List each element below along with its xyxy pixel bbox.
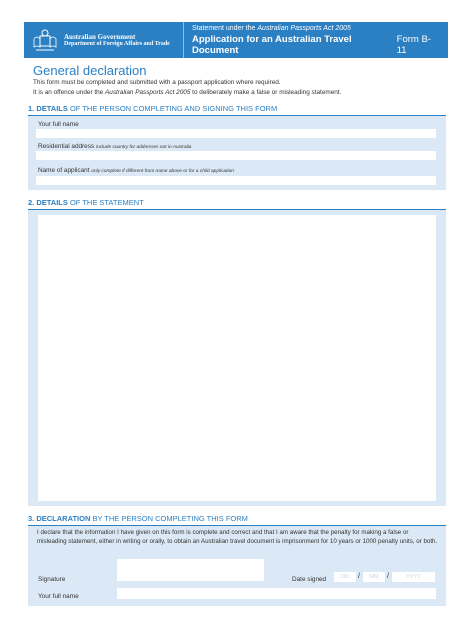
government-name: Australian Government (64, 32, 136, 41)
declarant-full-name-input[interactable] (117, 588, 436, 599)
section-2-heading: 2. DETAILS OF THE STATEMENT (28, 198, 446, 210)
date-day-input[interactable]: DD (334, 572, 356, 582)
coat-of-arms-icon (32, 27, 58, 53)
form-number: Form B-11 (396, 33, 431, 56)
residential-address-input[interactable] (36, 151, 436, 160)
date-month-input[interactable]: MM (363, 572, 385, 582)
section-2-panel (28, 210, 446, 506)
section-1-heading: 1. DETAILS OF THE PERSON COMPLETING AND SIGNING THIS FORM (28, 104, 446, 116)
full-name-label: Your full name (38, 121, 79, 128)
government-branding (24, 22, 184, 58)
page-title: General declaration (33, 63, 147, 78)
section-1-panel (28, 116, 446, 190)
statement-textarea[interactable] (38, 215, 436, 501)
date-separator: / (387, 573, 389, 580)
residential-address-label: Residential address include country for addresses not in Australia (38, 143, 192, 150)
applicant-name-input[interactable] (36, 176, 436, 185)
header-banner (24, 22, 448, 58)
form-title-block (184, 22, 448, 58)
signature-input[interactable] (117, 559, 264, 581)
declaration-text: I declare that the information I have given on this form is complete and correct and that I am aware that the penalty for making a false or misleading statement, either in writing or orally, to obtain an Australian travel document is imprisonment for 10 years or 1000 penalty units, or both. (37, 529, 438, 545)
signature-label: Signature (38, 576, 66, 583)
application-title: Application for an Australian Travel Document (192, 33, 352, 56)
section-3-heading: 3. DECLARATION BY THE PERSON COMPLETING THIS FORM (28, 514, 446, 526)
full-name-input[interactable] (36, 129, 436, 138)
statement-line: Statement under the Australian Passports Act 2005 (192, 24, 351, 32)
date-year-input[interactable]: YYYY (392, 572, 435, 582)
date-signed-label: Date signed (292, 576, 327, 583)
applicant-name-label: Name of applicant only complete if different from name above or for a child application (38, 167, 234, 174)
intro-text: This form must be completed and submitted with a passport application where required. It is an offence under the Australian Passports Act 2005 to deliberately make a false or misleading statement. (33, 79, 342, 96)
date-separator: / (358, 573, 360, 580)
declarant-full-name-label: Your full name (38, 593, 79, 600)
department-name: Department of Foreign Affairs and Trade (64, 40, 170, 47)
